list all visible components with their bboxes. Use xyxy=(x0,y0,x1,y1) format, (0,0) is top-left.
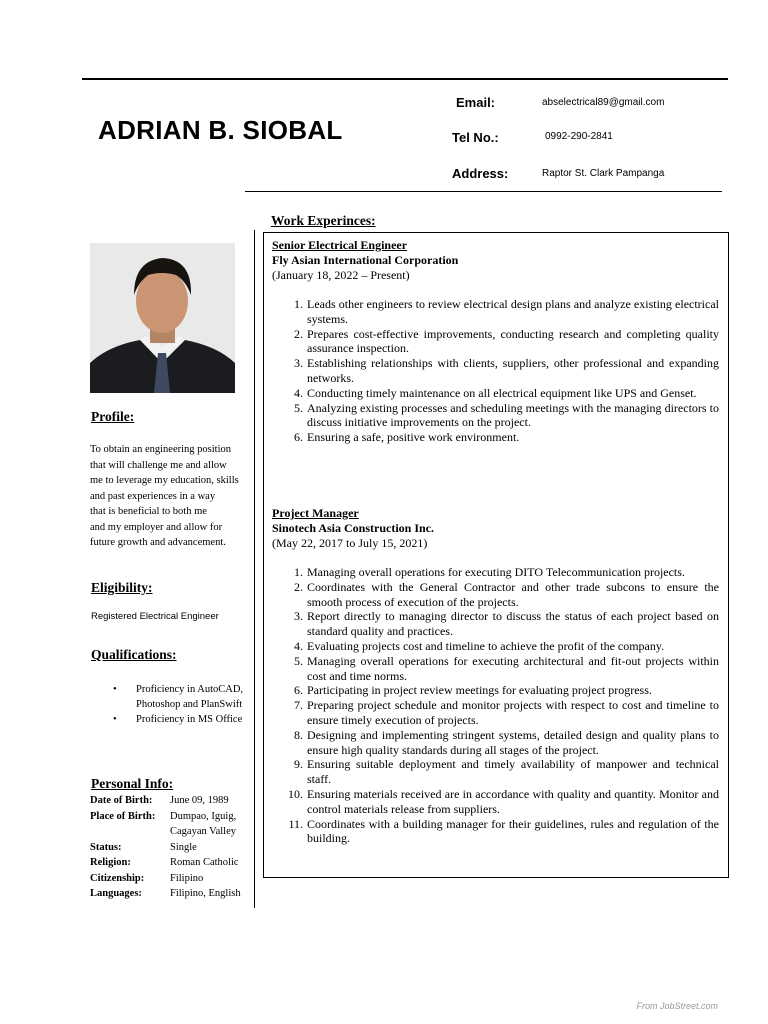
job-dates: (May 22, 2017 to July 15, 2021) xyxy=(272,536,428,550)
email-label: Email: xyxy=(456,95,496,110)
qualifications-list xyxy=(108,682,258,727)
list-item: 6. Participating in project review meetings for evaluating project progress. xyxy=(294,683,652,698)
profile-photo xyxy=(90,243,235,393)
info-value: Filipino xyxy=(170,872,204,884)
list-item: 8. Designing and implementing stringent systems, detailed design and quality plans to ensure high quality standards during all stages of the project. xyxy=(294,727,719,757)
applicant-name: ADRIAN B. SIOBAL xyxy=(98,115,343,145)
qualification-item: • Proficiency in AutoCAD, Photoshop and PlanSwift xyxy=(108,682,258,712)
job-header xyxy=(272,238,722,283)
qualification-item: • Proficiency in MS Office xyxy=(108,712,258,727)
person-portrait-icon xyxy=(90,243,235,393)
profile-line: me to leverage my education, skills xyxy=(90,475,239,486)
list-item: 5. Analyzing existing processes and scheduling meetings with the managing directors to discuss initiative improvements on the project. xyxy=(294,400,719,430)
profile-line: To obtain an engineering position xyxy=(90,444,231,455)
info-value: June 09, 1989 xyxy=(170,795,229,806)
job-title: Senior Electrical Engineer xyxy=(272,238,408,252)
task-text: Managing overall operations for executing architectural and fit-out projects within cost and time norms. xyxy=(307,653,719,683)
job-task-list xyxy=(275,565,719,846)
profile-text xyxy=(90,442,260,551)
profile-line: that is beneficial to both me xyxy=(90,506,207,517)
info-value: Dumpao, Iguig, Cagayan Valley xyxy=(170,810,237,837)
task-text: Coordinates with the General Contractor and other trade subcons to ensure the smooth process of execution of the projects. xyxy=(307,579,719,609)
list-item: 1. Leads other engineers to review electrical design plans and analyze existing electrical systems. xyxy=(294,297,719,326)
list-item: 2. Coordinates with the General Contractor and other trade subcons to ensure the smooth process of execution of the projects. xyxy=(294,579,719,609)
info-key: Religion: xyxy=(90,857,131,868)
info-value: Single xyxy=(170,841,197,853)
address-label: Address: xyxy=(452,166,509,181)
header-rule xyxy=(245,191,722,192)
info-value: Filipino, English xyxy=(170,888,241,899)
task-text: Designing and implementing stringent systems, detailed design and quality plans to ensure high quality standards during all stages of the project. xyxy=(307,727,719,757)
list-item: 9. Ensuring suitable deployment and timely availability of manpower and technical staff. xyxy=(294,757,719,787)
task-text: Leads other engineers to review electrical design plans and analyze existing electrical systems. xyxy=(307,297,719,326)
list-item: 3. Report directly to managing director to discuss the status of each project based on standard quality and practices. xyxy=(294,609,719,639)
profile-line: that will challenge me and allow xyxy=(90,459,227,471)
info-key: Citizenship: xyxy=(90,872,145,884)
table-row xyxy=(90,809,255,840)
info-key: Languages: xyxy=(90,888,142,899)
task-text: Prepares cost-effective improvements, conducting research and completing quality assurance inspection. xyxy=(307,326,719,356)
tel-value: 0992-290-2841 xyxy=(545,131,613,142)
task-text: Ensuring suitable deployment and timely availability of manpower and technical staff. xyxy=(307,757,719,787)
task-text: Coordinates with a building manager for their guidelines, rules and regulation of the building. xyxy=(307,816,719,846)
table-row xyxy=(90,793,255,809)
list-item: 4. Conducting timely maintenance on all electrical equipment like UPS and Genset. xyxy=(294,385,697,400)
task-text: Managing overall operations for executing DITO Telecommunication projects. xyxy=(307,565,685,579)
task-text: Report directly to managing director to discuss the status of each project based on standard quality and practices. xyxy=(307,609,719,639)
job-title: Project Manager xyxy=(272,506,359,520)
task-text: Ensuring materials received are in accordance with quality and quantity. Monitor and control materials release from suppliers. xyxy=(307,786,719,816)
info-key: Status: xyxy=(90,841,122,853)
address-value: Raptor St. Clark Pampanga xyxy=(542,168,665,179)
job-company: Sinotech Asia Construction Inc. xyxy=(272,521,435,535)
list-item: 1. Managing overall operations for executing DITO Telecommunication projects. xyxy=(294,565,685,579)
top-rule xyxy=(82,78,728,80)
list-item: 7. Preparing project schedule and monitor projects with respect to cost and timeline to ensure timely execution of projects. xyxy=(294,698,719,727)
eligibility-value: Registered Electrical Engineer xyxy=(91,611,219,622)
source-footer: From JobStreet.com xyxy=(636,1001,718,1011)
job-task-list xyxy=(275,297,719,445)
table-row xyxy=(90,886,255,902)
info-key: Place of Birth: xyxy=(90,810,156,822)
profile-line: and past experiences in a way xyxy=(90,490,216,502)
task-text: Establishing relationships with clients, suppliers, other professional and expanding networks. xyxy=(307,356,719,385)
list-item: 3. Establishing relationships with clients, suppliers, other professional and expanding networks. xyxy=(294,356,719,385)
info-key: Date of Birth: xyxy=(90,795,153,806)
task-text: Conducting timely maintenance on all electrical equipment like UPS and Genset. xyxy=(307,385,697,400)
table-row xyxy=(90,871,255,887)
list-item: 4. Evaluating projects cost and timeline to achieve the profit of the company. xyxy=(294,638,665,653)
job-company: Fly Asian International Corporation xyxy=(272,253,459,267)
personal-info-heading: Personal Info: xyxy=(91,776,174,791)
profile-line: future growth and advancement. xyxy=(90,537,226,548)
list-item: 2. Prepares cost-effective improvements, conducting research and completing quality assurance inspection. xyxy=(294,326,719,356)
task-text: Preparing project schedule and monitor projects with respect to cost and timeline to ensure timely execution of projects. xyxy=(307,698,719,727)
tel-label: Tel No.: xyxy=(452,130,499,145)
info-value: Roman Catholic xyxy=(170,857,239,868)
profile-heading: Profile: xyxy=(91,409,135,424)
task-text: Evaluating projects cost and timeline to achieve the profit of the company. xyxy=(307,638,665,653)
task-text: Ensuring a safe, positive work environment. xyxy=(307,430,520,445)
list-item: 10. Ensuring materials received are in accordance with quality and quantity. Monitor and control materials release from suppliers. xyxy=(288,786,719,816)
list-item: 5. Managing overall operations for executing architectural and fit-out projects within cost and time norms. xyxy=(294,653,719,683)
qualifications-heading: Qualifications: xyxy=(91,647,177,662)
profile-line: and my employer and allow for xyxy=(90,521,223,533)
job-dates: (January 18, 2022 – Present) xyxy=(272,268,410,282)
list-item: 6. Ensuring a safe, positive work environment. xyxy=(294,430,520,445)
eligibility-heading: Eligibility: xyxy=(91,580,153,595)
task-text: Participating in project review meetings for evaluating project progress. xyxy=(307,683,652,698)
table-row xyxy=(90,855,255,871)
work-heading: Work Experinces: xyxy=(271,213,376,228)
job-header xyxy=(272,506,722,551)
email-value: abselectrical89@gmail.com xyxy=(542,97,665,108)
list-item: 11. Coordinates with a building manager for their guidelines, rules and regulation of the building. xyxy=(288,816,719,846)
task-text: Analyzing existing processes and scheduling meetings with the managing directors to discuss initiative improvements on the project. xyxy=(307,400,719,430)
table-row xyxy=(90,840,255,856)
personal-info-table xyxy=(90,793,255,902)
